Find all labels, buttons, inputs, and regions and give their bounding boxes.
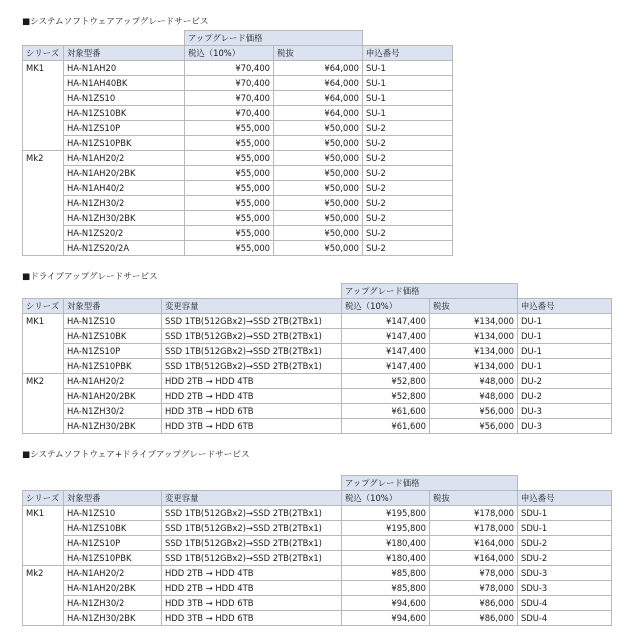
table-row <box>23 91 453 106</box>
column-header-model: 対象型番 <box>64 46 185 61</box>
series-cell: MK1 <box>23 314 64 374</box>
table-row <box>23 76 453 91</box>
price-tax-in-cell: ¥147,400 <box>342 314 430 329</box>
model-cell: HA-N1AH20/2 <box>64 374 162 389</box>
column-header-code: 申込番号 <box>363 46 453 61</box>
price-group-header-row <box>23 476 612 491</box>
capacity-cell: SSD 1TB(512GBx2)→SSD 2TB(2TBx1) <box>162 329 342 344</box>
price-tax-in-cell: ¥70,400 <box>185 61 274 76</box>
price-tax-in-cell: ¥55,000 <box>185 196 274 211</box>
price-tax-in-cell: ¥147,400 <box>342 359 430 374</box>
model-cell: HA-N1ZS10 <box>64 91 185 106</box>
price-tax-in-cell: ¥70,400 <box>185 91 274 106</box>
application-code-cell: DU-2 <box>518 389 612 404</box>
table-row <box>23 329 612 344</box>
capacity-cell: SSD 1TB(512GBx2)→SSD 2TB(2TBx1) <box>162 521 342 536</box>
price-tax-in-cell: ¥61,600 <box>342 404 430 419</box>
table-row <box>23 359 612 374</box>
price-tax-in-cell: ¥55,000 <box>185 211 274 226</box>
price-tax-ex-cell: ¥178,000 <box>430 506 518 521</box>
application-code-cell: SU-2 <box>363 211 453 226</box>
model-cell: HA-N1ZH30/2 <box>64 404 162 419</box>
table-row <box>23 404 612 419</box>
application-code-cell: SU-1 <box>363 61 453 76</box>
capacity-cell: HDD 2TB → HDD 4TB <box>162 581 342 596</box>
table-row <box>23 226 453 241</box>
model-cell: HA-N1AH20/2 <box>64 151 185 166</box>
price-tax-in-cell: ¥52,800 <box>342 389 430 404</box>
table-row <box>23 344 612 359</box>
model-cell: HA-N1ZS10 <box>64 314 162 329</box>
price-group-header-row <box>23 284 612 299</box>
column-header-tax-ex: 税抜 <box>430 299 518 314</box>
column-header-row <box>23 46 453 61</box>
capacity-cell: HDD 2TB → HDD 4TB <box>162 389 342 404</box>
section-title-system-software: ■システムソフトウェアアップグレードサービス <box>22 17 209 27</box>
capacity-cell: HDD 2TB → HDD 4TB <box>162 374 342 389</box>
application-code-cell: DU-3 <box>518 404 612 419</box>
price-group-label-span <box>430 476 518 491</box>
price-group-header-row <box>23 31 453 46</box>
application-code-cell: SDU-4 <box>518 596 612 611</box>
blank-cell <box>518 284 612 299</box>
price-tax-ex-cell: ¥48,000 <box>430 389 518 404</box>
model-cell: HA-N1AH20/2BK <box>64 389 162 404</box>
price-tax-in-cell: ¥195,800 <box>342 506 430 521</box>
blank-cell <box>23 31 64 46</box>
model-cell: HA-N1ZS10PBK <box>64 551 162 566</box>
price-tax-ex-cell: ¥64,000 <box>274 61 363 76</box>
application-code-cell: SU-1 <box>363 91 453 106</box>
series-cell: MK2 <box>23 374 64 434</box>
price-tax-ex-cell: ¥134,000 <box>430 344 518 359</box>
application-code-cell: SU-2 <box>363 181 453 196</box>
price-tax-in-cell: ¥52,800 <box>342 374 430 389</box>
application-code-cell: SU-2 <box>363 241 453 256</box>
price-tax-in-cell: ¥94,600 <box>342 611 430 626</box>
price-tax-in-cell: ¥180,400 <box>342 551 430 566</box>
capacity-cell: SSD 1TB(512GBx2)→SSD 2TB(2TBx1) <box>162 344 342 359</box>
blank-cell <box>162 476 342 491</box>
table-row <box>23 374 612 389</box>
column-header-code: 申込番号 <box>518 299 612 314</box>
price-tax-ex-cell: ¥50,000 <box>274 226 363 241</box>
application-code-cell: SDU-4 <box>518 611 612 626</box>
blank-cell <box>162 284 342 299</box>
price-tax-ex-cell: ¥50,000 <box>274 211 363 226</box>
column-header-row <box>23 491 612 506</box>
capacity-cell: SSD 1TB(512GBx2)→SSD 2TB(2TBx1) <box>162 551 342 566</box>
price-tax-ex-cell: ¥64,000 <box>274 106 363 121</box>
price-tax-ex-cell: ¥178,000 <box>430 521 518 536</box>
model-cell: HA-N1ZH30/2 <box>64 196 185 211</box>
application-code-cell: SDU-1 <box>518 521 612 536</box>
model-cell: HA-N1ZS10P <box>64 121 185 136</box>
model-cell: HA-N1ZS20/2 <box>64 226 185 241</box>
series-cell: Mk2 <box>23 566 64 626</box>
model-cell: HA-N1ZS10BK <box>64 521 162 536</box>
application-code-cell: SDU-3 <box>518 581 612 596</box>
blank-cell <box>363 31 453 46</box>
price-tax-ex-cell: ¥50,000 <box>274 241 363 256</box>
price-tax-in-cell: ¥55,000 <box>185 136 274 151</box>
model-cell: HA-N1ZS20/2A <box>64 241 185 256</box>
capacity-cell: SSD 1TB(512GBx2)→SSD 2TB(2TBx1) <box>162 506 342 521</box>
price-tax-in-cell: ¥55,000 <box>185 121 274 136</box>
price-tax-ex-cell: ¥50,000 <box>274 196 363 211</box>
table-row <box>23 566 612 581</box>
table-row <box>23 506 612 521</box>
system-drive-upgrade-table <box>22 475 612 626</box>
table-row <box>23 106 453 121</box>
price-group-label: アップグレード価格 <box>342 476 430 491</box>
table-row <box>23 121 453 136</box>
column-header-tax-ex: 税抜 <box>430 491 518 506</box>
price-tax-in-cell: ¥70,400 <box>185 76 274 91</box>
column-header-tax-in: 税込（10%） <box>342 491 430 506</box>
price-tax-ex-cell: ¥50,000 <box>274 151 363 166</box>
price-tax-in-cell: ¥147,400 <box>342 344 430 359</box>
model-cell: HA-N1ZH30/2 <box>64 596 162 611</box>
price-tax-ex-cell: ¥134,000 <box>430 359 518 374</box>
price-tax-ex-cell: ¥50,000 <box>274 181 363 196</box>
capacity-cell: HDD 3TB → HDD 6TB <box>162 404 342 419</box>
column-header-capacity: 変更容量 <box>162 299 342 314</box>
model-cell: HA-N1AH40BK <box>64 76 185 91</box>
table-row <box>23 151 453 166</box>
application-code-cell: SU-2 <box>363 151 453 166</box>
column-header-tax-in: 税込（10%） <box>185 46 274 61</box>
column-header-tax-ex: 税抜 <box>274 46 363 61</box>
price-tax-ex-cell: ¥86,000 <box>430 596 518 611</box>
model-cell: HA-N1ZS10P <box>64 344 162 359</box>
application-code-cell: DU-1 <box>518 329 612 344</box>
price-tax-in-cell: ¥61,600 <box>342 419 430 434</box>
column-header-capacity: 変更容量 <box>162 491 342 506</box>
price-tax-ex-cell: ¥48,000 <box>430 374 518 389</box>
application-code-cell: DU-1 <box>518 344 612 359</box>
column-header-series: シリーズ <box>23 46 64 61</box>
model-cell: HA-N1AH40/2 <box>64 181 185 196</box>
price-tax-ex-cell: ¥134,000 <box>430 329 518 344</box>
price-tax-in-cell: ¥147,400 <box>342 329 430 344</box>
table-row <box>23 536 612 551</box>
model-cell: HA-N1AH20/2BK <box>64 166 185 181</box>
model-cell: HA-N1ZS10 <box>64 506 162 521</box>
price-tax-ex-cell: ¥56,000 <box>430 404 518 419</box>
price-tax-in-cell: ¥180,400 <box>342 536 430 551</box>
table-row <box>23 596 612 611</box>
price-tax-in-cell: ¥85,800 <box>342 581 430 596</box>
model-cell: HA-N1ZS10PBK <box>64 136 185 151</box>
table-row <box>23 166 453 181</box>
model-cell: HA-N1AH20/2BK <box>64 581 162 596</box>
capacity-cell: SSD 1TB(512GBx2)→SSD 2TB(2TBx1) <box>162 536 342 551</box>
column-header-model: 対象型番 <box>64 491 162 506</box>
blank-cell <box>64 476 162 491</box>
table-row <box>23 551 612 566</box>
capacity-cell: HDD 3TB → HDD 6TB <box>162 596 342 611</box>
table-row <box>23 611 612 626</box>
application-code-cell: DU-1 <box>518 314 612 329</box>
price-tax-in-cell: ¥55,000 <box>185 241 274 256</box>
model-cell: HA-N1AH20/2 <box>64 566 162 581</box>
drive-upgrade-table <box>22 283 612 434</box>
application-code-cell: SU-2 <box>363 226 453 241</box>
application-code-cell: SU-1 <box>363 106 453 121</box>
price-tax-in-cell: ¥55,000 <box>185 226 274 241</box>
column-header-model: 対象型番 <box>64 299 162 314</box>
price-tax-in-cell: ¥94,600 <box>342 596 430 611</box>
application-code-cell: DU-2 <box>518 374 612 389</box>
price-tax-ex-cell: ¥164,000 <box>430 551 518 566</box>
capacity-cell: SSD 1TB(512GBx2)→SSD 2TB(2TBx1) <box>162 359 342 374</box>
price-tax-ex-cell: ¥50,000 <box>274 166 363 181</box>
application-code-cell: SDU-1 <box>518 506 612 521</box>
price-tax-ex-cell: ¥64,000 <box>274 76 363 91</box>
application-code-cell: SDU-2 <box>518 551 612 566</box>
price-tax-ex-cell: ¥50,000 <box>274 136 363 151</box>
column-header-series: シリーズ <box>23 491 64 506</box>
application-code-cell: DU-1 <box>518 359 612 374</box>
price-tax-in-cell: ¥70,400 <box>185 106 274 121</box>
column-header-series: シリーズ <box>23 299 64 314</box>
application-code-cell: SDU-2 <box>518 536 612 551</box>
application-code-cell: SU-2 <box>363 121 453 136</box>
table-row <box>23 196 453 211</box>
application-code-cell: SU-2 <box>363 166 453 181</box>
price-group-label: アップグレード価格 <box>342 284 430 299</box>
model-cell: HA-N1ZS10BK <box>64 106 185 121</box>
price-tax-in-cell: ¥55,000 <box>185 181 274 196</box>
series-cell: MK1 <box>23 506 64 566</box>
capacity-cell: HDD 3TB → HDD 6TB <box>162 611 342 626</box>
price-tax-ex-cell: ¥64,000 <box>274 91 363 106</box>
table-row <box>23 61 453 76</box>
column-header-code: 申込番号 <box>518 491 612 506</box>
application-code-cell: DU-3 <box>518 419 612 434</box>
column-header-row <box>23 299 612 314</box>
price-tax-in-cell: ¥85,800 <box>342 566 430 581</box>
application-code-cell: SDU-3 <box>518 566 612 581</box>
blank-cell <box>23 284 64 299</box>
capacity-cell: HDD 2TB → HDD 4TB <box>162 566 342 581</box>
table-row <box>23 314 612 329</box>
table-row <box>23 419 612 434</box>
model-cell: HA-N1ZH30/2BK <box>64 419 162 434</box>
table-row <box>23 521 612 536</box>
series-cell: Mk2 <box>23 151 64 256</box>
price-tax-in-cell: ¥195,800 <box>342 521 430 536</box>
column-header-tax-in: 税込（10%） <box>342 299 430 314</box>
application-code-cell: SU-2 <box>363 196 453 211</box>
blank-cell <box>64 31 185 46</box>
price-tax-ex-cell: ¥164,000 <box>430 536 518 551</box>
table-row <box>23 211 453 226</box>
price-tax-ex-cell: ¥78,000 <box>430 566 518 581</box>
price-tax-in-cell: ¥55,000 <box>185 151 274 166</box>
table-row <box>23 389 612 404</box>
price-tax-ex-cell: ¥50,000 <box>274 121 363 136</box>
model-cell: HA-N1AH20 <box>64 61 185 76</box>
table-row <box>23 241 453 256</box>
blank-cell <box>23 476 64 491</box>
blank-cell <box>64 284 162 299</box>
model-cell: HA-N1ZH30/2BK <box>64 611 162 626</box>
table-row <box>23 581 612 596</box>
model-cell: HA-N1ZS10BK <box>64 329 162 344</box>
price-tax-in-cell: ¥55,000 <box>185 166 274 181</box>
price-tax-ex-cell: ¥78,000 <box>430 581 518 596</box>
model-cell: HA-N1ZS10PBK <box>64 359 162 374</box>
series-cell: MK1 <box>23 61 64 151</box>
price-group-label: アップグレード価格 <box>185 31 274 46</box>
price-tax-ex-cell: ¥134,000 <box>430 314 518 329</box>
system-software-upgrade-table <box>22 30 453 256</box>
price-group-label-span <box>274 31 363 46</box>
application-code-cell: SU-1 <box>363 76 453 91</box>
capacity-cell: SSD 1TB(512GBx2)→SSD 2TB(2TBx1) <box>162 314 342 329</box>
application-code-cell: SU-2 <box>363 136 453 151</box>
price-tax-ex-cell: ¥86,000 <box>430 611 518 626</box>
section-title-system-drive-upgrade: ■システムソフトウェア+ドライブアップグレードサービス <box>22 450 250 460</box>
model-cell: HA-N1ZH30/2BK <box>64 211 185 226</box>
capacity-cell: HDD 3TB → HDD 6TB <box>162 419 342 434</box>
model-cell: HA-N1ZS10P <box>64 536 162 551</box>
price-group-label-span <box>430 284 518 299</box>
table-row <box>23 181 453 196</box>
price-tax-ex-cell: ¥56,000 <box>430 419 518 434</box>
section-title-drive-upgrade: ■ドライブアップグレードサービス <box>22 272 158 282</box>
blank-cell <box>518 476 612 491</box>
table-row <box>23 136 453 151</box>
